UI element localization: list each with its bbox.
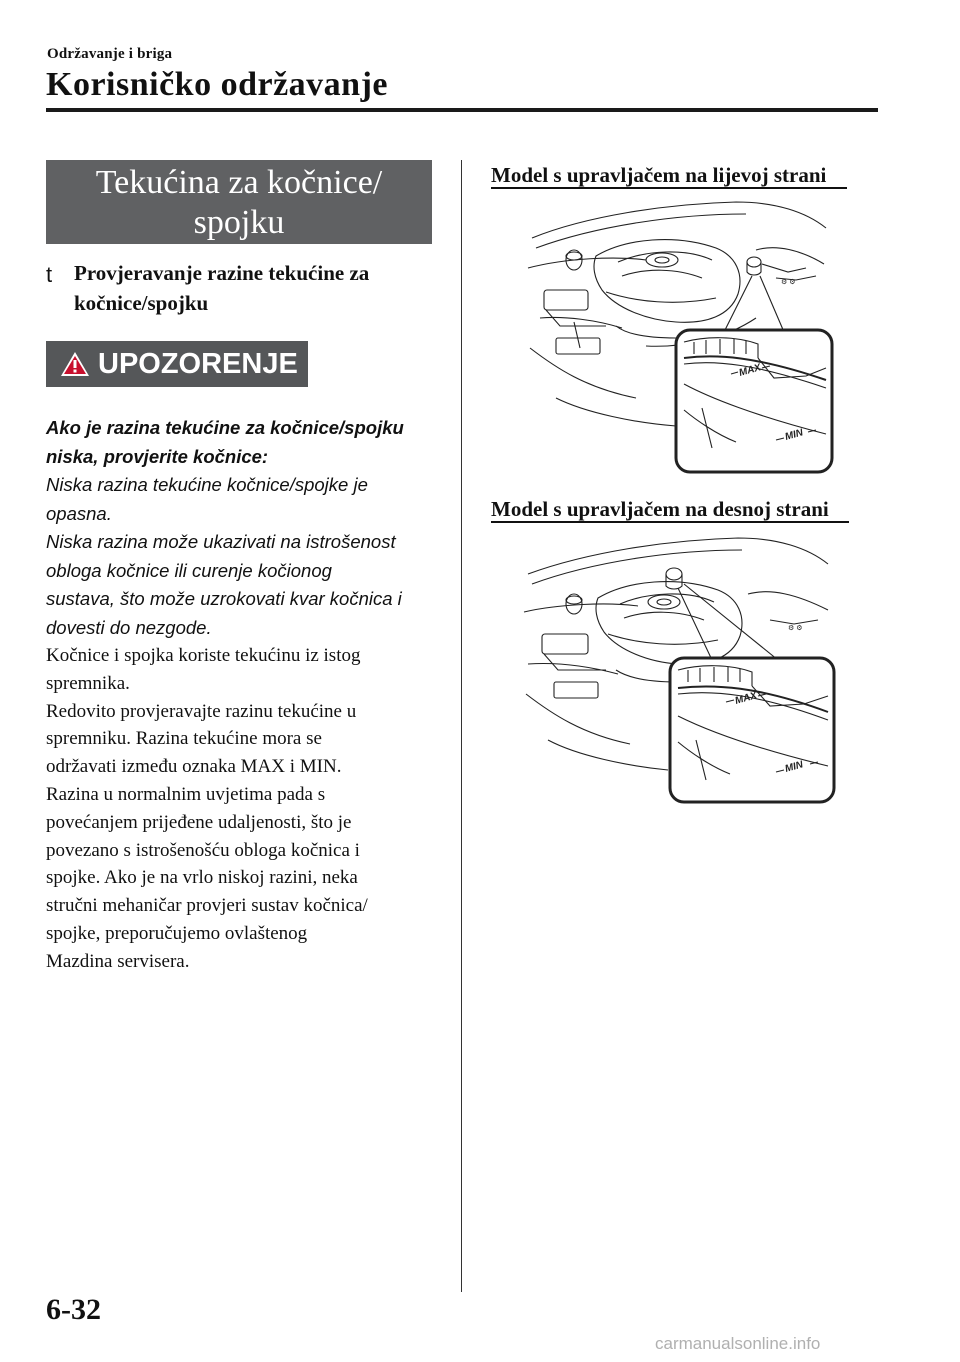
min-mark-label: MIN — [783, 759, 805, 775]
min-mark-label: MIN — [783, 427, 805, 443]
caption-underline-lhd — [491, 187, 847, 189]
warning-line: sustava, što može uzrokovati kvar kočnica i — [46, 588, 402, 609]
warning-text — [46, 414, 441, 642]
warning-badge — [46, 341, 308, 387]
bullet-heading-line1: Provjeravanje razine tekućine za — [74, 261, 370, 285]
body-line: spojke. Ako je na vrlo niskoj razini, neka — [46, 867, 358, 889]
bullet-marker: t — [46, 262, 53, 287]
body-line: stručni mehaničar provjeri sustav kočnica/ — [46, 895, 368, 917]
caption-underline-rhd — [491, 521, 849, 523]
figure-caption-lhd: Model s upravljačem na lijevoj strani — [491, 163, 827, 187]
body-line: spremniku. Razina tekućine mora se — [46, 728, 322, 750]
section-banner — [46, 160, 432, 244]
body-line: povećanjem prijeđene udaljenosti, što je — [46, 811, 352, 833]
watermark: carmanualsonline.info — [655, 1334, 821, 1353]
body-line: Razina u normalnim uvjetima pada s — [46, 783, 326, 805]
page-number: 6-32 — [46, 1293, 101, 1326]
warning-line: opasna. — [46, 502, 112, 524]
section-banner-line2: spojku — [193, 204, 285, 241]
warning-line: Niska razina može ukazivati na istrošenost — [46, 531, 396, 552]
figure-caption-rhd: Model s upravljačem na desnoj strani — [491, 497, 829, 521]
body-line: Kočnice i spojka koriste tekućinu iz istog — [46, 645, 361, 666]
svg-text:⚙ ⚙: ⚙ ⚙ — [781, 279, 796, 286]
bullet-heading-line2: kočnice/spojku — [74, 291, 209, 315]
engine-bay-illustration-rhd — [518, 534, 838, 806]
warning-line: niska, provjerite kočnice: — [46, 445, 269, 467]
page-title: Korisničko održavanje — [46, 66, 388, 103]
body-line: povezano s istrošenošću obloga kočnica i — [46, 839, 360, 861]
svg-text:⚙ ⚙: ⚙ ⚙ — [788, 625, 803, 632]
max-mark-label: MAX — [737, 362, 763, 379]
body-line: spojke, preporučujemo ovlaštenog — [46, 922, 308, 944]
body-line: Redovito provjeravajte razinu tekućine u — [46, 700, 357, 722]
section-banner-line1: Tekućina za kočnice/ — [95, 164, 383, 201]
engine-bay-illustration-lhd — [526, 198, 838, 478]
warning-line: Niska razina tekućine kočnice/spojke je — [46, 474, 368, 495]
body-line: spremnika. — [46, 672, 130, 694]
body-line: Mazdina servisera. — [46, 950, 190, 972]
column-divider — [461, 160, 462, 1292]
warning-line: dovesti do nezgode. — [46, 616, 212, 638]
warning-line: obloga kočnice ili curenje kočionog — [46, 559, 332, 581]
warning-label: UPOZORENJE — [98, 347, 298, 380]
body-text — [46, 642, 446, 976]
warning-line: Ako je razina tekućine za kočnice/spojku — [46, 417, 404, 438]
title-rule — [46, 108, 878, 112]
body-line: održavati između oznaka MAX i MIN. — [46, 756, 342, 778]
breadcrumb: Održavanje i briga — [47, 46, 173, 62]
bullet-heading — [74, 258, 434, 318]
max-mark-label: MAX — [733, 690, 759, 707]
warning-triangle-icon — [60, 350, 90, 378]
